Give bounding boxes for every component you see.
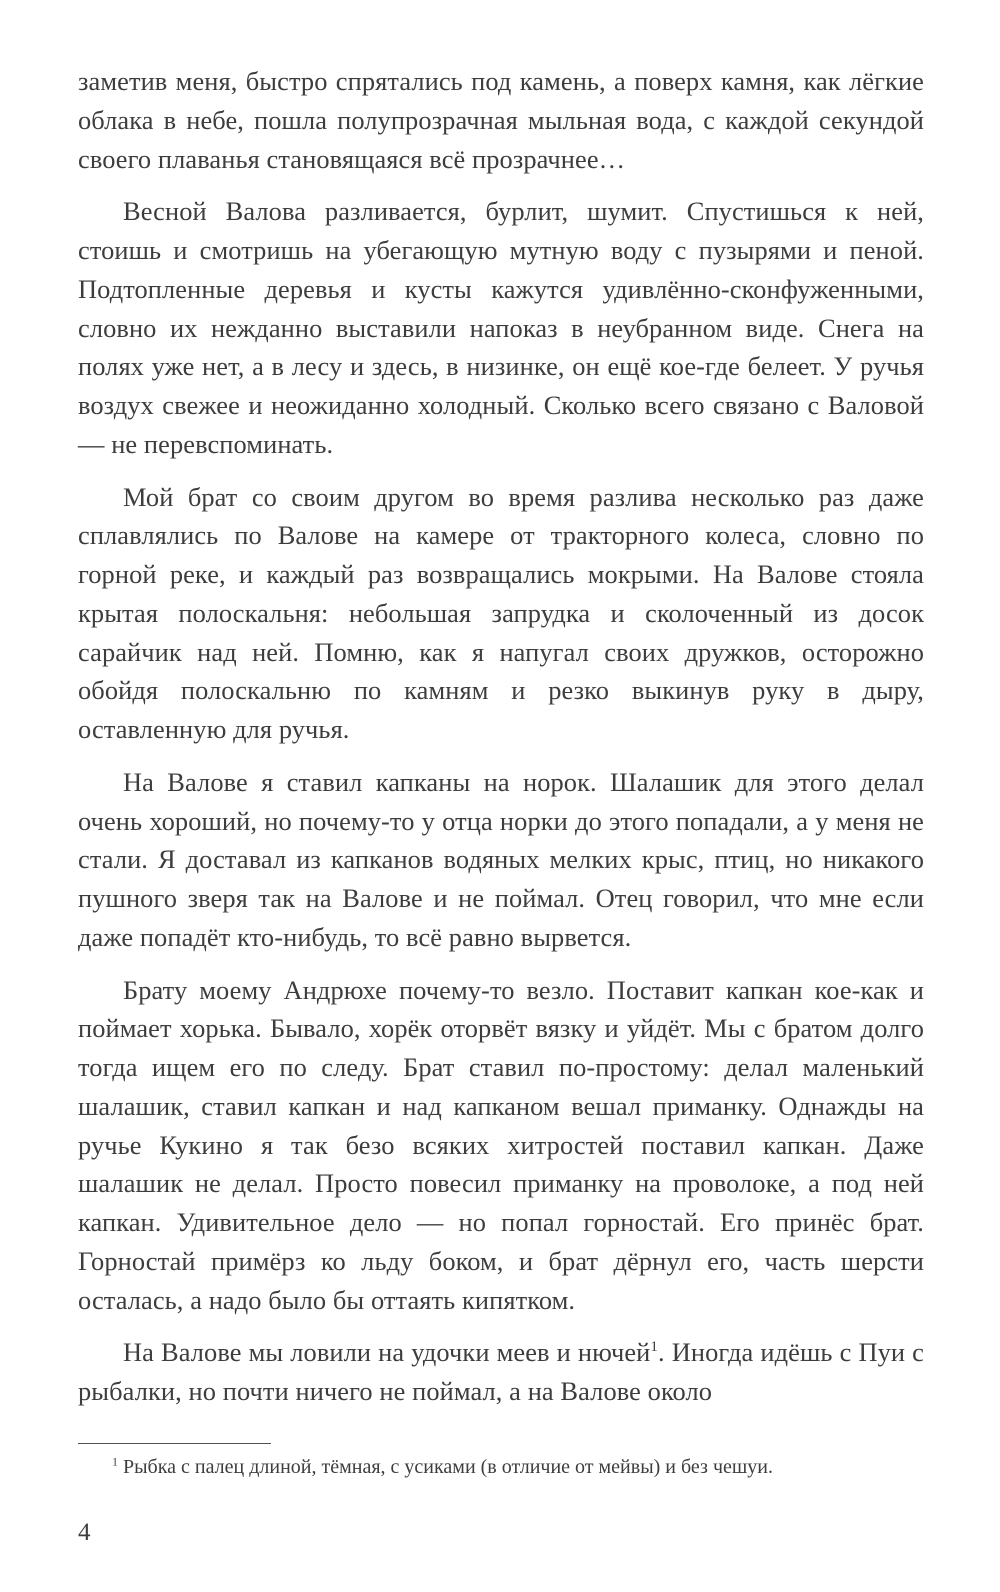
paragraph-6-start: На Валове мы ловили на удочки меев и нючей <box>123 1337 651 1368</box>
paragraph-1: заметив меня, быстро спрятались под камень, а поверх камня, как лёгкие облака в небе, пошла полупрозрачная мыльная вода, с каждой секундой своего плаванья становящаяся всё прозрачнее… <box>78 66 924 174</box>
paragraph-2: Весной Валова разливается, бурлит, шумит. Спустишься к ней, стоишь и смотришь на убегающую мутную воду с пузырями и пеной. Подтопленные деревья и кусты кажутся удивлённо-сконфуженными, словно их нежданно выставили напоказ в неубранном виде. Снега на полях уже нет, а в лесу и здесь, в низинке, он ещё кое-где белеет. У ручья воздух свежее и неожиданно холодный. Сколько всего связано с Валовой — не перевспоминать. <box>78 196 924 459</box>
footnote-mark: 1 <box>112 1454 118 1469</box>
paragraph-4: На Валове я ставил капканы на норок. Шалашик для этого делал очень хороший, но почему-то у отца норки до этого попадали, а у меня не стали. Я доставал из капканов водяных мелких крыс, птиц, но никакого пушного зверя так на Валове и не поймал. Отец говорил, что мне если даже попадёт кто-нибудь, то всё равно вырвется. <box>78 766 924 952</box>
footnote-reference: 1 <box>650 1339 658 1356</box>
footnote-divider <box>78 1443 271 1444</box>
page-body <box>78 62 924 1411</box>
paragraph-6-end: . Иногда идёшь с Пуи с рыбалки, но почти ничего не поймал, а на Валове около <box>78 1337 924 1406</box>
paragraph-3: Мой брат со своим другом во время разлива несколько раз даже сплавлялись по Валове на камере от тракторного колеса, словно по горной реке, и каждый раз возвращались мокрыми. На Валове стояла крытая полоскальня: небольшая запрудка и сколоченный из досок сарайчик над ней. Помню, как я напугал своих дружков, осторожно обойдя полоскальню по камням и резко выкинув руку в дыру, оставленную для ручья. <box>78 481 924 744</box>
footnote <box>78 1453 924 1481</box>
paragraph-6 <box>78 1333 924 1411</box>
page-number: 4 <box>78 1519 91 1546</box>
footnote-text: Рыбка с палец длиной, тёмная, с усиками (в отличие от мейвы) и без чешуи. <box>123 1456 773 1478</box>
paragraph-5: Брату моему Андрюхе почему-то везло. Поставит капкан кое-как и поймает хорька. Бывало, хорёк оторвёт вязку и уйдёт. Мы с братом долго тогда ищем его по следу. Брат ставил по-простому: делал маленький шалашик, ставил капкан и над капканом вешал приманку. Однажды на ручье Кукино я так безо всяких хитростей поставил капкан. Даже шалашик не делал. Просто повесил приманку на проволоке, а под ней капкан. Удивительное дело — но попал горностай. Его принёс брат. Горностай примёрз ко льду боком, и брат дёрнул его, часть шерсти осталась, а надо было бы оттаять кипятком. <box>78 974 924 1315</box>
